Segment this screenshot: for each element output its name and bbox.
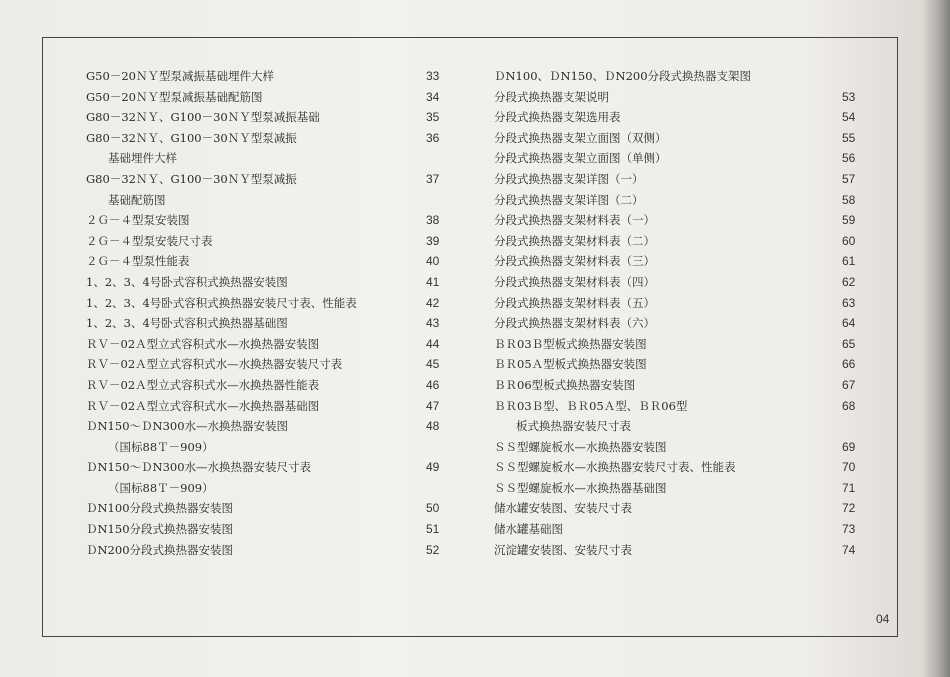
- toc-entry: [86, 334, 446, 355]
- toc-entry-title: ２Ｇ－４型泵安装尺寸表: [86, 233, 213, 248]
- toc-entry-title: ＤN150～ＤN300水—水换热器安装尺寸表: [86, 460, 312, 475]
- toc-entry-title: 沉淀罐安装图、安装尺寸表: [494, 542, 632, 557]
- toc-entry-page: 57: [842, 171, 856, 186]
- toc-entry: [494, 540, 864, 561]
- toc-entry-page: 36: [426, 130, 440, 145]
- toc-entry-page: 59: [842, 213, 856, 228]
- toc-entry: [86, 251, 446, 272]
- toc-entry-title: G80－32ＮＹ、G100－30ＮＹ型泵减振: [86, 130, 297, 145]
- toc-entry: [494, 498, 864, 519]
- toc-entry-title: ＲＶ－02Ａ型立式容积式水—水换热器基础图: [86, 398, 320, 413]
- toc-entry-page: 63: [842, 295, 856, 310]
- toc-entry-title: ＲＶ－02Ａ型立式容积式水—水换热器安装尺寸表: [86, 357, 343, 372]
- toc-entry: [86, 190, 446, 211]
- toc-entry-page: 67: [842, 377, 856, 392]
- toc-entry-title: 分段式换热器支架详图（一）: [494, 171, 644, 186]
- toc-entry-page: 65: [842, 336, 856, 351]
- toc-entry-title: ＳＳ型螺旋板水—水换热器安装尺寸表、性能表: [494, 460, 736, 475]
- toc-right-column: [494, 66, 864, 560]
- toc-entry-title: ＲＶ－02Ａ型立式容积式水—水换热器性能表: [86, 377, 320, 392]
- toc-entry: [86, 210, 446, 231]
- toc-entry-page: 46: [426, 377, 440, 392]
- toc-entry-title: ２Ｇ－４型泵性能表: [86, 254, 190, 269]
- toc-entry-title: G80－32ＮＹ、G100－30ＮＹ型泵减振: [86, 171, 297, 186]
- toc-entry: [494, 416, 864, 437]
- toc-entry-title: 板式换热器安装尺寸表: [516, 419, 631, 434]
- toc-entry-page: 56: [842, 151, 856, 166]
- toc-entry-page: 40: [426, 254, 440, 269]
- toc-entry-title: 储水罐安装图、安装尺寸表: [494, 501, 632, 516]
- toc-entry-title: 分段式换热器支架材料表（六）: [494, 316, 655, 331]
- toc-entry-page: 41: [426, 274, 440, 289]
- toc-entry: [494, 107, 864, 128]
- toc-entry-page: 43: [426, 316, 440, 331]
- toc-entry-title: 分段式换热器支架详图（二）: [494, 192, 644, 207]
- toc-entry: [86, 540, 446, 561]
- toc-entry-page: 52: [426, 542, 440, 557]
- toc-entry-title: 分段式换热器支架材料表（三）: [494, 254, 655, 269]
- toc-entry-page: 42: [426, 295, 440, 310]
- toc-entry-title: 分段式换热器支架立面图（双侧）: [494, 130, 667, 145]
- toc-entry: [86, 293, 446, 314]
- toc-entry-title: ＤN150～ＤN300水—水换热器安装图: [86, 419, 289, 434]
- toc-entry: [86, 416, 446, 437]
- toc-entry-title: 分段式换热器支架立面图（单侧）: [494, 151, 667, 166]
- toc-entry-title: 1、2、3、4号卧式容积式换热器安装尺寸表、性能表: [86, 295, 357, 310]
- toc-entry-title: ＤN200分段式换热器安装图: [86, 542, 234, 557]
- toc-left-column: [86, 66, 446, 560]
- toc-entry: [86, 148, 446, 169]
- toc-entry: [494, 66, 864, 87]
- toc-entry: [494, 478, 864, 499]
- toc-entry: [494, 313, 864, 334]
- toc-entry-page: 74: [842, 542, 856, 557]
- toc-entry: [86, 437, 446, 458]
- toc-entry: [86, 478, 446, 499]
- toc-entry: [494, 251, 864, 272]
- toc-entry-page: 53: [842, 89, 856, 104]
- toc-entry: [86, 375, 446, 396]
- toc-entry: [494, 457, 864, 478]
- toc-entry-page: 55: [842, 130, 856, 145]
- binding-shadow: [922, 0, 950, 677]
- toc-entry: [86, 231, 446, 252]
- toc-entry-title: 分段式换热器支架材料表（五）: [494, 295, 655, 310]
- toc-entry: [494, 231, 864, 252]
- toc-entry-page: 61: [842, 254, 856, 269]
- toc-entry-title: ＤN150分段式换热器安装图: [86, 522, 234, 537]
- toc-entry: [494, 519, 864, 540]
- toc-entry-page: 47: [426, 398, 440, 413]
- toc-entry-page: 48: [426, 419, 440, 434]
- toc-entry-page: 39: [426, 233, 440, 248]
- toc-entry-title: ＤN100、ＤN150、ＤN200分段式换热器支架图: [494, 69, 752, 83]
- toc-entry-title: 1、2、3、4号卧式容积式换热器基础图: [86, 316, 288, 331]
- toc-entry-page: 69: [842, 439, 856, 454]
- toc-entry-title: G50－20ＮＹ型泵减振基础埋件大样: [86, 69, 274, 83]
- toc-entry-title: ＢＲ05Ａ型板式换热器安装图: [494, 357, 647, 372]
- toc-entry-title: 1、2、3、4号卧式容积式换热器安装图: [86, 274, 288, 289]
- toc-entry-title: ＢＲ03Ｂ型板式换热器安装图: [494, 336, 647, 351]
- toc-entry-page: 68: [842, 398, 856, 413]
- toc-entry: [494, 148, 864, 169]
- toc-entry: [86, 498, 446, 519]
- toc-entry-title: （国标88Ｔ－909）: [108, 439, 214, 454]
- toc-entry: [494, 128, 864, 149]
- toc-entry-title: 分段式换热器支架材料表（一）: [494, 213, 655, 228]
- toc-entry: [86, 87, 446, 108]
- toc-entry: [86, 457, 446, 478]
- toc-entry: [494, 375, 864, 396]
- toc-entry-title: ＳＳ型螺旋板水—水换热器基础图: [494, 480, 667, 495]
- toc-entry: [494, 87, 864, 108]
- toc-entry-title: ＲＶ－02Ａ型立式容积式水—水换热器安装图: [86, 336, 320, 351]
- toc-entry-page: 54: [842, 110, 856, 125]
- toc-entry: [86, 169, 446, 190]
- toc-entry-page: 33: [426, 69, 440, 83]
- toc-entry-page: 73: [842, 522, 856, 537]
- toc-entry-page: 35: [426, 110, 440, 125]
- toc-entry-page: 49: [426, 460, 440, 475]
- toc-entry-page: 38: [426, 213, 440, 228]
- toc-entry-page: 60: [842, 233, 856, 248]
- toc-entry-page: 66: [842, 357, 856, 372]
- toc-entry: [86, 66, 446, 87]
- toc-entry-title: 基础埋件大样: [108, 151, 177, 166]
- toc-entry-page: 44: [426, 336, 440, 351]
- toc-entry: [494, 272, 864, 293]
- page-number: 04: [876, 612, 890, 626]
- toc-entry-page: 45: [426, 357, 440, 372]
- toc-entry: [494, 354, 864, 375]
- toc-entry: [86, 128, 446, 149]
- toc-entry-title: G50－20ＮＹ型泵减振基础配筋图: [86, 89, 263, 104]
- toc-entry-page: 51: [426, 522, 440, 537]
- toc-entry: [86, 519, 446, 540]
- toc-entry-title: 分段式换热器支架说明: [494, 89, 609, 104]
- toc-entry-page: 72: [842, 501, 856, 516]
- toc-entry: [494, 334, 864, 355]
- toc-entry: [494, 169, 864, 190]
- toc-entry-page: 64: [842, 316, 856, 331]
- toc-entry-title: 储水罐基础图: [494, 522, 563, 537]
- toc-entry: [494, 293, 864, 314]
- toc-entry: [86, 272, 446, 293]
- toc-entry-title: 基础配筋图: [108, 192, 166, 207]
- toc-entry: [86, 107, 446, 128]
- toc-entry-title: ＢＲ03Ｂ型、ＢＲ05Ａ型、ＢＲ06型: [494, 398, 688, 413]
- toc-entry-title: ２Ｇ－４型泵安装图: [86, 213, 190, 228]
- toc-entry-title: 分段式换热器支架材料表（二）: [494, 233, 655, 248]
- toc-entry-title: ＤN100分段式换热器安装图: [86, 501, 234, 516]
- toc-entry-page: 58: [842, 192, 856, 207]
- toc-entry-page: 62: [842, 274, 856, 289]
- toc-entry-page: 71: [842, 480, 856, 495]
- toc-entry: [494, 396, 864, 417]
- toc-entry-title: （国标88Ｔ－909）: [108, 480, 214, 495]
- toc-entry: [494, 210, 864, 231]
- toc-entry: [494, 437, 864, 458]
- toc-entry-page: 70: [842, 460, 856, 475]
- toc-entry: [494, 190, 864, 211]
- toc-entry-title: G80－32ＮＹ、G100－30ＮＹ型泵减振基础: [86, 110, 320, 125]
- toc-entry-title: ＢＲ06型板式换热器安装图: [494, 377, 636, 392]
- toc-entry-page: 50: [426, 501, 440, 516]
- toc-entry-page: 34: [426, 89, 440, 104]
- toc-entry-title: ＳＳ型螺旋板水—水换热器安装图: [494, 439, 667, 454]
- toc-entry: [86, 313, 446, 334]
- toc-entry-title: 分段式换热器支架选用表: [494, 110, 621, 125]
- toc-entry-page: 37: [426, 171, 440, 186]
- toc-entry-title: 分段式换热器支架材料表（四）: [494, 274, 655, 289]
- toc-entry: [86, 354, 446, 375]
- toc-entry: [86, 396, 446, 417]
